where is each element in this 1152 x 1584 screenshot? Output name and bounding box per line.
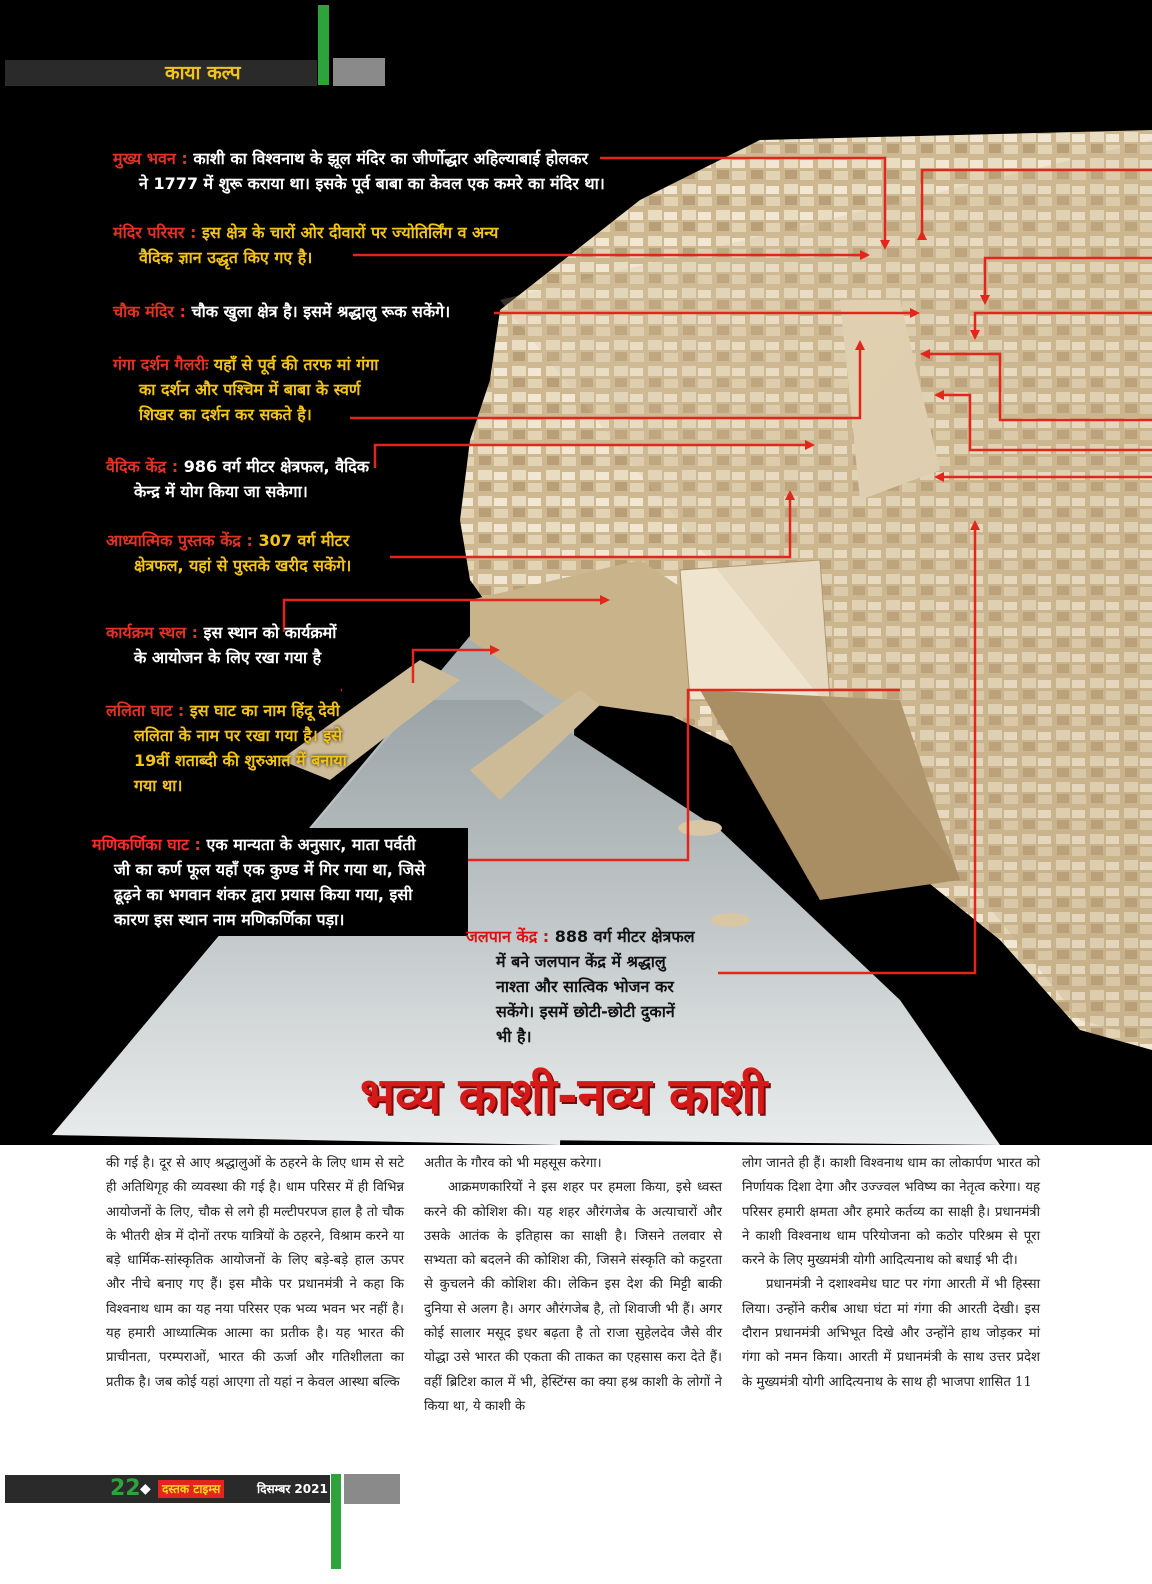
issue-date: दिसम्बर 2021 [257,1482,328,1496]
paragraph: आक्रमणकारियों ने इस शहर पर हमला किया, इसे ध्वस्त करने की कोशिश की। यह शहर औरंगजेब के अत्याचारों और उसके आतंक के इतिहास का साक्षी है। जिसने तलवार से सभ्यता को बदलने की कोशिश की, जिसने संस्कृति को कट्टरता से कुचलने की कोशिश की। लेकिन इस देश की मिट्टी बाकी दुनिया से अलग है। अगर औरंगजेब है, तो शिवाजी भी हैं। अगर कोई सालार मसूद इधर बढ़ता है तो राजा सुहेलदेव जैसे वीर योद्धा उसे भारत की एकता की ताकत का एहसास करा देते हैं। वहीं ब्रिटिश काल में भी, हेस्टिंग्स का क्या हश्र काशी के लोगों ने किया था, ये काशी के [424,1180,722,1414]
section-label: काया कल्प [165,62,241,84]
annotation-main-building: मुख्य भवन : काशी का विश्वनाथ के झूल मंदिर का जीर्णोद्धार अहिल्याबाई होलकर ने 1777 में शुरू कराया था। इसके पूर्व बाबा का केवल एक कमरे का मंदिर था। [113,149,605,193]
paragraph: अतीत के गौरव को भी महसूस करेगा। [424,1156,602,1171]
page-number: 22 [110,1476,141,1501]
annotation-chowk-temple: चौक मंदिर : चौक खुला क्षेत्र है। इसमें श्रद्धालु रूक सकेंगे। [113,302,451,321]
footer-grey-box [344,1474,400,1504]
article-column-2 [424,1152,722,1419]
annotation-lalita-ghat: ललिता घाट : इस घाट का नाम हिंदू देवी ललिता के नाम पर रखा गया है। इसे 19वीं शताब्दी की शुरुआत में बनाया गया था। [106,701,347,795]
article-column-3 [742,1152,1040,1395]
paragraph: की गई है। दूर से आए श्रद्धालुओं के ठहरने के लिए धाम से सटे ही अतिथिगृह की व्यवस्था की गई है। धाम परिसर में ही विभिन्न आयोजनों के लिए, चौक से लगे ही मल्टीपरपज हाल है तो चौक के भीतरी क्षेत्र में दोनों तरफ यात्रियों के ठहरने, विश्राम करने या बड़े धार्मिक-सांस्कृतिक आयोजनों के लिए बड़े-बड़े हाल ऊपर और नीचे बनाए गए हैं। इस मौके पर प्रधानमंत्री ने कहा कि विश्वनाथ धाम का यह नया परिसर एक भव्य भवन भर नहीं है। यह हमारी आध्यात्मिक आत्मा का प्रतीक है। यह भारत की प्राचीनता, परम्पराओं, भारत की ऊर्जा और गतिशीलता का प्रतीक है। जब कोई यहां आएगा तो यहां न केवल आस्था बल्कि [106,1156,404,1390]
annotation-refreshment-center: जलपान केंद्र : 888 वर्ग मीटर क्षेत्रफल में बने जलपान केंद्र में श्रद्धालु नाश्ता और सात्विक भोजन कर सकेंगे। इसमें छोटी-छोटी दुकानें भी है। [466,927,695,1046]
annotation-ganga-darshan-gallery: गंगा दर्शन गैलरीः यहाँ से पूर्व की तरफ मां गंगा का दर्शन और पश्चिम में बाबा के स्वर्ण शिखर का दर्शन कर सकते है। [113,355,379,424]
article-column-1 [106,1152,404,1395]
article-title: भव्य काशी-नव्य काशी [360,1067,768,1125]
annotation-temple-premises: मंदिर परिसर : इस क्षेत्र के चारों ओर दीवारों पर ज्योतिर्लिंग व अन्य वैदिक ज्ञान उद्धृत किए गए है। [113,223,499,267]
magazine-logo: दस्तक टाइम्स [158,1480,224,1498]
annotation-manikarnika-ghat: मणिकर्णिका घाट : एक मान्यता के अनुसार, माता पर्वती जी का कर्ण फूल यहाँ एक कुण्ड में गिर गया था, जिसे ढूढ़ने का भगवान शंकर द्वारा प्रयास किया गया, इसी कारण इस स्थान नाम मणिकर्णिका पड़ा। [84,828,468,936]
paragraph: लोग जानते ही हैं। काशी विश्वनाथ धाम का लोकार्पण भारत को निर्णायक दिशा देगा और उज्ज्वल भविष्य का नेतृत्व करेगा। यह परिसर हमारी क्षमता और हमारे कर्तव्य का साक्षी है। प्रधानमंत्री ने काशी विश्वनाथ धाम परियोजना को कठोर परिश्रम से पूरा करने के लिए मुख्यमंत्री योगी आदित्यनाथ को बधाई भी दी। [742,1156,1040,1269]
paragraph: प्रधानमंत्री ने दशाश्वमेध घाट पर गंगा आरती में भी हिस्सा लिया। उन्होंने करीब आधा घंटा मां गंगा की आरती देखी। इस दौरान प्रधानमंत्री अभिभूत दिखे और उन्होंने हाथ जोड़कर मां गंगा को नमन किया। आरती में प्रधानमंत्री के साथ उत्तर प्रदेश के मुख्यमंत्री योगी आदित्यनाथ के साथ ही भाजपा शासित 11 [742,1277,1040,1390]
annotation-vedic-center: वैदिक केंद्र : 986 वर्ग मीटर क्षेत्रफल, वैदिक केन्द्र में योग किया जा सकेगा। [106,457,370,501]
footer-bullet: ◆ [140,1481,151,1497]
annotation-event-venue: कार्यक्रम स्थल : इस स्थान को कार्यक्रमों के आयोजन के लिए रखा गया है [106,623,337,667]
footer-green-bar [331,1474,341,1569]
annotation-spiritual-book-center: आध्यात्मिक पुस्तक केंद्र : 307 वर्ग मीटर क्षेत्रफल, यहां से पुस्तके खरीद सकेंगे। [106,531,352,575]
